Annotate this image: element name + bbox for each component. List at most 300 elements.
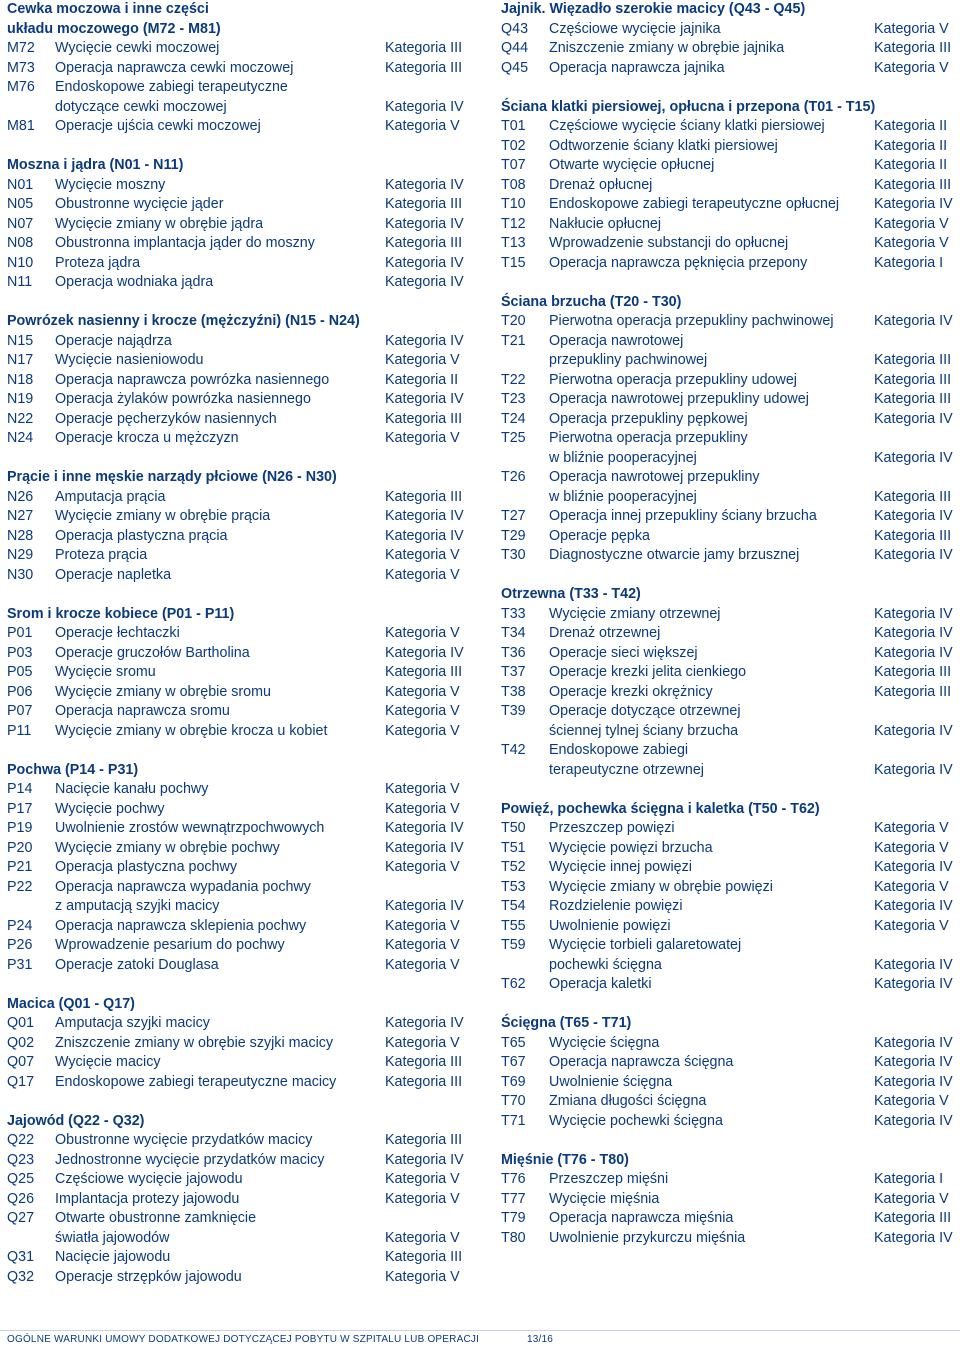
category-label: Kategoria III bbox=[874, 391, 952, 407]
section-title: Moszna i jądra (N01 - N11) bbox=[7, 157, 184, 173]
procedure-description bbox=[549, 1190, 874, 1210]
description-line: Endoskopowe zabiegi terapeutyczne opłucnej bbox=[549, 196, 840, 212]
page-number: 13/16 bbox=[527, 1334, 554, 1345]
category-label: Kategoria IV bbox=[874, 976, 953, 992]
procedure-description bbox=[55, 1034, 385, 1054]
category-label: Kategoria V bbox=[385, 1034, 460, 1051]
procedure-section bbox=[501, 800, 956, 995]
procedure-code: T80 bbox=[501, 1229, 526, 1246]
section-title: Powięź, pochewka ścięgna i kaletka (T50 - T62) bbox=[501, 800, 820, 817]
procedure-row bbox=[7, 780, 469, 800]
procedure-row bbox=[501, 858, 956, 878]
procedure-code: M73 bbox=[7, 59, 35, 76]
procedure-row bbox=[501, 1053, 956, 1073]
procedure-row bbox=[7, 176, 469, 196]
procedure-code: N15 bbox=[7, 332, 34, 349]
description-line: dotyczące cewki moczowej bbox=[55, 98, 227, 115]
procedure-row bbox=[7, 195, 469, 215]
procedure-code: M72 bbox=[7, 40, 35, 56]
procedure-row bbox=[501, 59, 956, 79]
procedure-description bbox=[549, 410, 874, 430]
procedure-code: Q07 bbox=[7, 1054, 35, 1070]
procedure-description bbox=[55, 917, 385, 937]
category-label: Kategoria IV bbox=[874, 722, 953, 739]
procedure-row bbox=[501, 644, 956, 664]
procedure-description bbox=[55, 780, 385, 800]
procedure-row bbox=[501, 468, 956, 507]
category-label: Kategoria IV bbox=[874, 1112, 953, 1129]
procedure-row bbox=[7, 566, 469, 586]
procedure-description bbox=[55, 117, 385, 137]
description-line: Operacje pęcherzyków nasiennych bbox=[55, 410, 277, 427]
procedure-row bbox=[7, 1073, 469, 1093]
procedure-row bbox=[7, 819, 469, 839]
category-label: Kategoria III bbox=[385, 1073, 463, 1090]
procedure-row bbox=[501, 254, 956, 274]
procedure-row bbox=[7, 722, 469, 742]
procedure-code: T08 bbox=[501, 176, 526, 193]
description-line: pochewki ścięgna bbox=[549, 956, 662, 973]
procedure-description bbox=[549, 897, 874, 917]
procedure-description bbox=[549, 1073, 874, 1093]
category-label: Kategoria V bbox=[874, 820, 949, 836]
category-label: Kategoria IV bbox=[385, 527, 464, 544]
description-line: Endoskopowe zabiegi terapeutyczne bbox=[55, 79, 288, 95]
procedure-row bbox=[501, 527, 956, 547]
procedure-row bbox=[7, 936, 469, 956]
procedure-code: P24 bbox=[7, 917, 33, 934]
procedure-code: M76 bbox=[7, 79, 35, 95]
procedure-row bbox=[501, 429, 956, 468]
category-label: Kategoria V bbox=[385, 625, 460, 641]
description-line: Operacja naprawcza pęknięcia przepony bbox=[549, 254, 808, 271]
procedure-description bbox=[55, 1151, 385, 1171]
procedure-description bbox=[55, 254, 385, 274]
description-line: Otwarte obustronne zamknięcie bbox=[55, 1210, 257, 1226]
description-line: Operacje ujścia cewki moczowej bbox=[55, 118, 261, 134]
procedure-row bbox=[7, 878, 469, 917]
description-line: Operacja naprawcza powrózka nasiennego bbox=[55, 371, 330, 388]
procedure-description bbox=[549, 195, 874, 215]
procedure-row bbox=[501, 702, 956, 741]
description-line: Obustronne wycięcie jąder bbox=[55, 196, 224, 212]
procedure-code: N08 bbox=[7, 235, 34, 251]
procedure-code: P19 bbox=[7, 820, 33, 836]
description-line: w bliźnie pooperacyjnej bbox=[549, 488, 697, 505]
category-label: Kategoria IV bbox=[874, 625, 953, 641]
procedure-code: T55 bbox=[501, 917, 526, 934]
procedure-code: T79 bbox=[501, 1210, 526, 1226]
procedure-code: T29 bbox=[501, 527, 526, 544]
procedure-section bbox=[501, 293, 956, 566]
procedure-row bbox=[7, 273, 469, 293]
category-label: Kategoria IV bbox=[874, 644, 953, 661]
description-line: przepukliny pachwinowej bbox=[549, 352, 708, 368]
procedure-description bbox=[55, 527, 385, 547]
category-label: Kategoria V bbox=[874, 1190, 949, 1207]
procedure-row bbox=[501, 195, 956, 215]
procedure-code: Q44 bbox=[501, 40, 529, 56]
procedure-section bbox=[7, 995, 469, 1093]
description-line: Pierwotna operacja przepukliny udowej bbox=[549, 371, 797, 388]
description-line: Zniszczenie zmiany w obrębie szyjki macicy bbox=[55, 1034, 334, 1051]
procedure-code: P03 bbox=[7, 644, 33, 661]
description-line: Operacja naprawcza cewki moczowej bbox=[55, 59, 294, 76]
procedure-description bbox=[549, 59, 874, 79]
procedure-section bbox=[7, 312, 469, 449]
category-label: Kategoria V bbox=[874, 20, 949, 37]
procedure-code: T25 bbox=[501, 430, 526, 446]
category-label: Kategoria V bbox=[385, 1190, 460, 1207]
description-line: Wycięcie zmiany w obrębie prącia bbox=[55, 508, 271, 524]
procedure-row bbox=[7, 1014, 469, 1034]
description-line: Wycięcie zmiany w obrębie pochwy bbox=[55, 839, 280, 856]
category-label: Kategoria II bbox=[385, 371, 459, 388]
description-line: Przeszczep mięśni bbox=[549, 1171, 669, 1187]
description-line: Operacja innej przepukliny ściany brzucha bbox=[549, 508, 817, 524]
procedure-row bbox=[501, 1190, 956, 1210]
procedure-code: P11 bbox=[7, 722, 32, 739]
procedure-row bbox=[501, 332, 956, 371]
procedure-description bbox=[55, 1268, 385, 1288]
category-label: Kategoria IV bbox=[874, 1054, 953, 1070]
procedure-code: P06 bbox=[7, 683, 33, 700]
section-title: Ścięgna (T65 - T71) bbox=[501, 1015, 632, 1031]
category-label: Kategoria III bbox=[385, 410, 463, 427]
procedure-row bbox=[501, 1170, 956, 1190]
description-line: Operacje napletka bbox=[55, 566, 172, 583]
description-line: Uwolnienie powięzi bbox=[549, 917, 671, 934]
category-label: Kategoria V bbox=[874, 839, 949, 856]
category-label: Kategoria IV bbox=[385, 274, 464, 290]
right-column bbox=[501, 0, 956, 1268]
procedure-row bbox=[501, 390, 956, 410]
category-label: Kategoria III bbox=[874, 664, 952, 680]
procedure-code: Q02 bbox=[7, 1034, 35, 1051]
description-line: Częściowe wycięcie ściany klatki piersiowej bbox=[549, 118, 825, 134]
category-label: Kategoria V bbox=[385, 683, 460, 700]
procedure-code: N27 bbox=[7, 508, 34, 524]
procedure-section bbox=[7, 0, 469, 137]
procedure-row bbox=[7, 429, 469, 449]
procedure-description bbox=[55, 488, 385, 508]
procedure-description bbox=[549, 839, 874, 859]
description-line: Operacja nawrotowej bbox=[549, 332, 684, 349]
procedure-code: N26 bbox=[7, 488, 34, 505]
procedure-row bbox=[501, 897, 956, 917]
procedure-description bbox=[55, 371, 385, 391]
section-title: Ściana klatki piersiowej, opłucna i przepona (T01 - T15) bbox=[501, 98, 876, 115]
description-line: Operacje krocza u mężczyzn bbox=[55, 430, 239, 446]
section-title: Otrzewna (T33 - T42) bbox=[501, 586, 641, 602]
description-line: Przeszczep powięzi bbox=[549, 820, 675, 836]
procedure-description bbox=[55, 663, 385, 683]
procedure-description bbox=[55, 800, 385, 820]
procedure-description bbox=[549, 117, 874, 137]
category-label: Kategoria IV bbox=[874, 1229, 953, 1246]
procedure-description bbox=[549, 39, 874, 59]
procedure-code: T20 bbox=[501, 313, 526, 329]
category-label: Kategoria V bbox=[874, 235, 949, 251]
procedure-code: T30 bbox=[501, 547, 526, 563]
description-line: Częściowe wycięcie jajowodu bbox=[55, 1171, 243, 1187]
procedure-code: P31 bbox=[7, 956, 33, 973]
procedure-row bbox=[501, 917, 956, 937]
procedure-description bbox=[549, 527, 874, 547]
description-line: Wycięcie mięśnia bbox=[549, 1190, 660, 1207]
procedure-description bbox=[549, 917, 874, 937]
category-label: Kategoria IV bbox=[385, 215, 464, 232]
procedure-description bbox=[55, 546, 385, 566]
procedure-row bbox=[501, 1073, 956, 1093]
procedure-code: Q45 bbox=[501, 59, 529, 76]
description-line: Implantacja protezy jajowodu bbox=[55, 1190, 240, 1207]
procedure-row bbox=[501, 975, 956, 995]
description-line: Proteza prącia bbox=[55, 547, 148, 563]
description-line: Otwarte wycięcie opłucnej bbox=[549, 157, 715, 173]
procedure-row bbox=[501, 234, 956, 254]
procedure-description bbox=[55, 1014, 385, 1034]
procedure-description bbox=[55, 410, 385, 430]
category-label: Kategoria V bbox=[385, 1171, 460, 1187]
category-label: Kategoria V bbox=[385, 1229, 460, 1246]
description-line: Wycięcie sromu bbox=[55, 664, 156, 680]
procedure-description bbox=[55, 1170, 385, 1190]
procedure-code: T21 bbox=[501, 332, 526, 349]
description-line: Operacja nawrotowej przepukliny udowej bbox=[549, 391, 809, 407]
procedure-code: T71 bbox=[501, 1112, 526, 1129]
procedure-code: T50 bbox=[501, 820, 526, 836]
category-label: Kategoria III bbox=[385, 196, 463, 212]
description-line: Amputacja prącia bbox=[55, 488, 166, 505]
category-label: Kategoria V bbox=[874, 878, 949, 895]
procedure-row bbox=[7, 800, 469, 820]
procedure-description bbox=[549, 429, 874, 468]
procedure-description bbox=[549, 1092, 874, 1112]
procedure-description bbox=[55, 722, 385, 742]
category-label: Kategoria V bbox=[385, 352, 460, 368]
category-label: Kategoria V bbox=[385, 703, 460, 719]
description-line: Wycięcie torbieli galaretowatej bbox=[549, 937, 742, 953]
procedure-code: T77 bbox=[501, 1190, 526, 1207]
category-label: Kategoria V bbox=[385, 917, 460, 934]
procedure-section bbox=[501, 0, 956, 78]
description-line: Wycięcie zmiany w obrębie powięzi bbox=[549, 878, 773, 895]
description-line: Pierwotna operacja przepukliny pachwinowej bbox=[549, 313, 834, 329]
category-label: Kategoria III bbox=[385, 488, 463, 505]
description-line: Operacja naprawcza wypadania pochwy bbox=[55, 878, 311, 895]
section-title: Macica (Q01 - Q17) bbox=[7, 995, 135, 1012]
procedure-code: T53 bbox=[501, 878, 526, 895]
category-label: Kategoria V bbox=[385, 118, 460, 134]
category-label: Kategoria III bbox=[385, 1132, 463, 1148]
procedure-code: N29 bbox=[7, 547, 34, 563]
procedure-description bbox=[549, 371, 874, 391]
procedure-row bbox=[501, 39, 956, 59]
description-line: Zniszczenie zmiany w obrębie jajnika bbox=[549, 40, 785, 56]
procedure-code: T52 bbox=[501, 859, 526, 875]
section-title: Mięśnie (T76 - T80) bbox=[501, 1151, 629, 1168]
description-line: Operacje gruczołów Bartholina bbox=[55, 644, 250, 661]
procedure-description bbox=[549, 702, 874, 741]
footer-text: OGÓLNE WARUNKI UMOWY DODATKOWEJ DOTYCZĄCEJ POBYTU W SZPITALU LUB OPERACJI bbox=[7, 1334, 480, 1345]
procedure-row bbox=[501, 1229, 956, 1249]
category-label: Kategoria III bbox=[874, 371, 952, 388]
description-line: Nacięcie jajowodu bbox=[55, 1249, 171, 1265]
description-line: Operacja przepukliny pępkowej bbox=[549, 410, 748, 427]
procedure-code: T22 bbox=[501, 371, 526, 388]
procedure-section bbox=[7, 761, 469, 976]
description-line: Operacje pępka bbox=[549, 527, 650, 544]
description-line: Wycięcie nasieniowodu bbox=[55, 352, 204, 368]
procedure-row bbox=[501, 819, 956, 839]
procedure-description bbox=[55, 566, 385, 586]
procedure-description bbox=[55, 702, 385, 722]
procedure-description bbox=[549, 819, 874, 839]
procedure-code: N01 bbox=[7, 176, 34, 193]
category-label: Kategoria V bbox=[385, 859, 460, 875]
procedure-section bbox=[501, 585, 956, 780]
procedure-code: P07 bbox=[7, 703, 33, 719]
procedure-row bbox=[7, 917, 469, 937]
procedure-row bbox=[7, 527, 469, 547]
procedure-code: N18 bbox=[7, 371, 34, 388]
procedure-row bbox=[501, 546, 956, 566]
procedure-description bbox=[549, 254, 874, 274]
procedure-code: T42 bbox=[501, 742, 526, 758]
category-label: Kategoria IV bbox=[874, 313, 953, 329]
description-line: światła jajowodów bbox=[55, 1229, 170, 1246]
procedure-row bbox=[501, 1034, 956, 1054]
procedure-row bbox=[501, 624, 956, 644]
category-label: Kategoria IV bbox=[874, 605, 953, 622]
procedure-row bbox=[7, 1209, 469, 1248]
procedure-code: T07 bbox=[501, 157, 526, 173]
procedure-description bbox=[55, 39, 385, 59]
procedure-description bbox=[549, 215, 874, 235]
procedure-description bbox=[549, 858, 874, 878]
procedure-description bbox=[55, 819, 385, 839]
procedure-description bbox=[549, 507, 874, 527]
procedure-section bbox=[501, 1151, 956, 1249]
procedure-description bbox=[549, 20, 874, 40]
procedure-code: T36 bbox=[501, 644, 526, 661]
procedure-code: T37 bbox=[501, 664, 526, 680]
description-line: Operacje strzępków jajowodu bbox=[55, 1268, 242, 1285]
description-line: Wycięcie cewki moczowej bbox=[55, 40, 220, 56]
description-line: Operacja naprawcza sromu bbox=[55, 703, 230, 719]
procedure-description bbox=[55, 390, 385, 410]
procedure-row bbox=[7, 956, 469, 976]
procedure-description bbox=[549, 878, 874, 898]
procedure-code: T15 bbox=[501, 254, 526, 271]
procedure-row bbox=[501, 683, 956, 703]
category-label: Kategoria IV bbox=[385, 839, 464, 856]
procedure-row bbox=[501, 137, 956, 157]
category-label: Kategoria V bbox=[385, 722, 460, 739]
procedure-description bbox=[55, 332, 385, 352]
procedure-description bbox=[55, 936, 385, 956]
procedure-description bbox=[55, 429, 385, 449]
procedure-code: N24 bbox=[7, 430, 34, 446]
procedure-row bbox=[7, 59, 469, 79]
category-label: Kategoria II bbox=[874, 157, 948, 173]
procedure-code: T39 bbox=[501, 703, 526, 719]
procedure-code: Q43 bbox=[501, 20, 529, 37]
category-label: Kategoria IV bbox=[874, 1073, 953, 1090]
procedure-description bbox=[549, 663, 874, 683]
description-line: Wycięcie pochewki ścięgna bbox=[549, 1112, 723, 1129]
procedure-description bbox=[55, 78, 385, 117]
procedure-row bbox=[7, 1268, 469, 1288]
procedure-code: T01 bbox=[501, 118, 526, 134]
procedure-row bbox=[7, 234, 469, 254]
description-line: Odtworzenie ściany klatki piersiowej bbox=[549, 137, 778, 154]
procedure-code: T12 bbox=[501, 215, 526, 232]
category-label: Kategoria III bbox=[385, 664, 463, 680]
procedure-description bbox=[549, 1229, 874, 1249]
procedure-description bbox=[55, 683, 385, 703]
description-line: Rozdzielenie powięzi bbox=[549, 898, 683, 914]
description-line: Operacja żylaków powrózka nasiennego bbox=[55, 391, 311, 407]
description-line: Nacięcie kanału pochwy bbox=[55, 781, 209, 797]
category-label: Kategoria V bbox=[385, 781, 460, 797]
category-label: Kategoria IV bbox=[385, 898, 464, 914]
procedure-description bbox=[55, 273, 385, 293]
description-line: Wycięcie zmiany w obrębie sromu bbox=[55, 683, 271, 700]
description-line: Operacja naprawcza ścięgna bbox=[549, 1054, 734, 1070]
procedure-code: T76 bbox=[501, 1171, 526, 1187]
description-line: Wycięcie zmiany otrzewnej bbox=[549, 605, 721, 622]
procedure-description bbox=[55, 858, 385, 878]
category-label: Kategoria III bbox=[874, 488, 952, 505]
procedure-code: T65 bbox=[501, 1034, 526, 1051]
procedure-code: N19 bbox=[7, 391, 34, 407]
procedure-code: N05 bbox=[7, 196, 34, 212]
procedure-row bbox=[7, 390, 469, 410]
procedure-description bbox=[549, 332, 874, 371]
procedure-code: T34 bbox=[501, 625, 526, 641]
category-label: Kategoria IV bbox=[874, 196, 953, 212]
procedure-code: Q23 bbox=[7, 1151, 35, 1168]
procedure-row bbox=[501, 156, 956, 176]
category-label: Kategoria III bbox=[385, 1249, 463, 1265]
category-label: Kategoria IV bbox=[874, 761, 953, 778]
category-label: Kategoria III bbox=[385, 1054, 463, 1070]
procedure-code: T23 bbox=[501, 391, 526, 407]
category-label: Kategoria III bbox=[385, 40, 463, 56]
procedure-row bbox=[7, 663, 469, 683]
description-line: Operacje krezki okrężnicy bbox=[549, 683, 713, 700]
description-line: Operacja naprawcza mięśnia bbox=[549, 1210, 734, 1226]
category-label: Kategoria IV bbox=[385, 820, 464, 836]
category-label: Kategoria V bbox=[385, 956, 460, 973]
category-label: Kategoria IV bbox=[874, 956, 953, 973]
category-label: Kategoria V bbox=[385, 430, 460, 446]
description-line: Operacja naprawcza sklepienia pochwy bbox=[55, 917, 307, 934]
procedure-code: Q01 bbox=[7, 1015, 35, 1031]
category-label: Kategoria IV bbox=[874, 410, 953, 427]
category-label: Kategoria III bbox=[874, 352, 952, 368]
procedure-section bbox=[501, 98, 956, 274]
category-label: Kategoria IV bbox=[874, 859, 953, 875]
category-label: Kategoria V bbox=[385, 547, 460, 563]
procedure-description bbox=[549, 156, 874, 176]
procedure-code: Q26 bbox=[7, 1190, 35, 1207]
procedure-code: P20 bbox=[7, 839, 33, 856]
procedure-row bbox=[7, 78, 469, 117]
procedure-row bbox=[7, 1131, 469, 1151]
